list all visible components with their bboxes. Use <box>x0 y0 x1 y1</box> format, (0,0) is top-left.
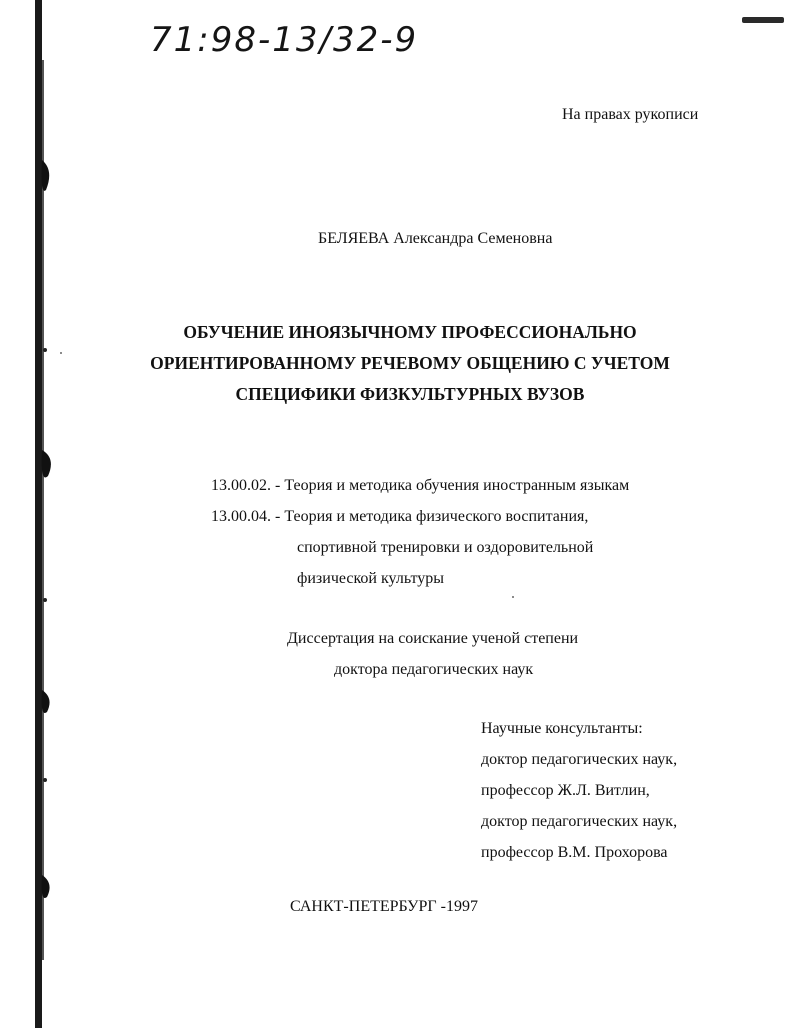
specialty-line: 13.00.04. - Теория и методика физического воспитания, <box>211 508 589 525</box>
consultant-line: доктор педагогических наук, <box>481 751 678 768</box>
consultant-line: доктор педагогических наук, <box>481 813 678 830</box>
scientific-consultants <box>481 713 677 868</box>
specialty-line-continued: физической культуры <box>297 570 445 587</box>
scan-speck <box>60 352 62 354</box>
degree-statement <box>287 623 578 685</box>
author-name: БЕЛЯЕВА Александра Семеновна <box>318 230 553 247</box>
archive-code-handwritten: 71:98-13/32-9 <box>150 20 419 60</box>
specialty-line-continued: спортивной тренировки и оздоровительной <box>297 539 594 556</box>
scan-speck <box>512 596 514 598</box>
scan-corner-mark <box>742 17 784 23</box>
consultant-line: профессор Ж.Л. Витлин, <box>481 782 650 799</box>
degree-line: доктора педагогических наук <box>334 661 534 678</box>
consultant-line: профессор В.М. Прохорова <box>481 844 668 861</box>
consultants-heading: Научные консультанты: <box>481 720 643 737</box>
degree-line: Диссертация на соискание ученой степени <box>287 630 579 647</box>
title-line: СПЕЦИФИКИ ФИЗКУЛЬТУРНЫХ ВУЗОВ <box>235 384 585 404</box>
specialty-line: 13.00.02. - Теория и методика обучения иностранным языкам <box>211 477 630 494</box>
title-line: ОБУЧЕНИЕ ИНОЯЗЫЧНОМУ ПРОФЕССИОНАЛЬНО <box>183 322 637 342</box>
city-and-year: САНКТ-ПЕТЕРБУРГ -1997 <box>290 898 478 915</box>
title-line: ОРИЕНТИРОВАННОМУ РЕЧЕВОМУ ОБЩЕНИЮ С УЧЕТОМ <box>150 353 670 373</box>
specialties-block <box>211 470 629 594</box>
rights-note: На правах рукописи <box>562 106 699 123</box>
dissertation-title <box>110 317 710 410</box>
scan-binding-edge <box>33 0 47 1028</box>
